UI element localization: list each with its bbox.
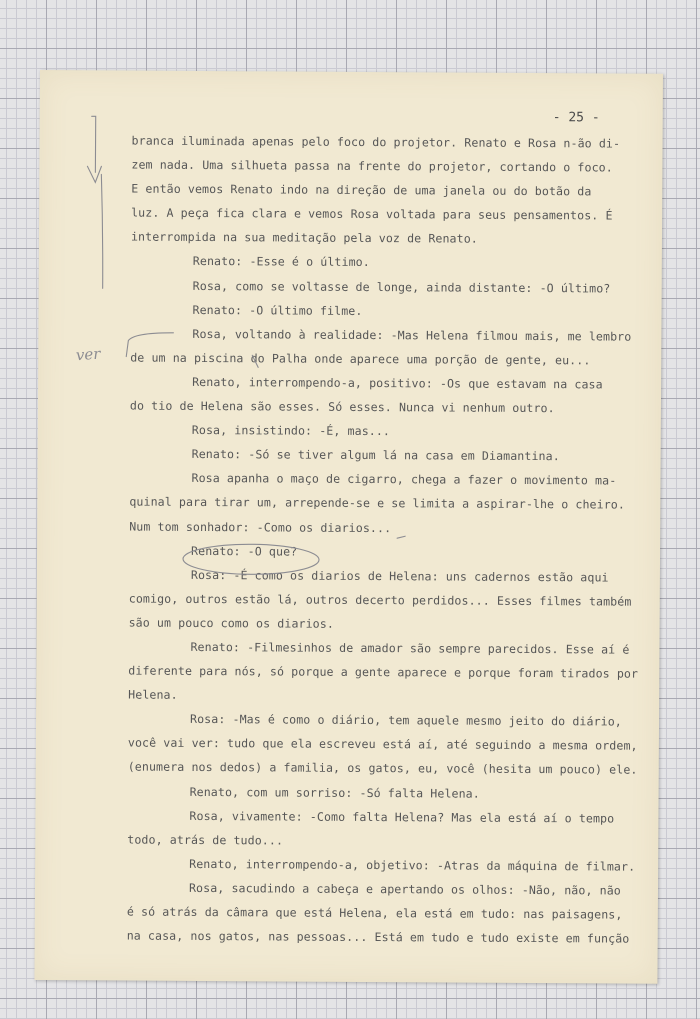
text-line: Rosa, insistindo: -É, mas... xyxy=(191,423,391,439)
text-line: interrompida na sua meditação pela voz de Renato. xyxy=(130,229,478,247)
typed-text-body xyxy=(127,129,662,951)
text-line: Renato: -O que? xyxy=(191,543,298,559)
text-line: Rosa: -É como os diarios de Helena: uns cadernos estão aqui xyxy=(190,567,609,585)
text-line: Rosa, voltando à realidade: -Mas Helena filmou mais, me lembro xyxy=(192,326,632,344)
margin-bracket-line-icon xyxy=(101,174,104,288)
text-line: E então vemos Renato indo na direção de uma janela ou do botão da xyxy=(131,181,592,199)
text-line: diferente para nós, só porque a gente aparece e porque foram tirados por xyxy=(128,663,639,681)
margin-note: ver xyxy=(75,344,101,365)
text-line: Renato, interrompendo-a, objetivo: -Atras da máquina de filmar. xyxy=(189,856,636,874)
text-line: (enumera nos dedos) a familia, os gatos, eu, você (hesita um pouco) ele. xyxy=(127,759,638,778)
text-line: Helena. xyxy=(128,687,178,703)
text-line: na casa, nos gatos, nas pessoas... Está em tudo e tudo existe em função xyxy=(126,928,630,946)
text-line: Renato, interrompendo-a, positivo: -Os que estavam na casa xyxy=(192,374,603,392)
text-line: Rosa, sacudindo a cabeça e apertando os olhos: -Não, não, não xyxy=(188,880,621,898)
text-line: de um na piscina do Palha onde aparece uma porção de gente, eu... xyxy=(130,350,591,368)
page-number: - 25 - xyxy=(552,110,600,126)
text-line: luz. A peça fica clara e vemos Rosa voltada para seus pensamentos. É xyxy=(131,205,613,223)
margin-arrow-head-icon xyxy=(87,166,101,182)
text-line: são um pouco como os diarios. xyxy=(128,615,334,631)
text-line: zem nada. Uma silhueta passa na frente do projetor, cortando o foco. xyxy=(131,157,613,175)
margin-arrow-shaft-icon xyxy=(91,116,95,172)
text-line: comigo, outros estão lá, outros decerto perdidos... Esses filmes também xyxy=(128,591,632,609)
text-line: Num tom sonhador: -Como os diarios... xyxy=(129,519,392,535)
text-line: Renato: -Esse é o último. xyxy=(192,254,370,270)
text-line: branca iluminada apenas pelo foco do projetor. Renato e Rosa n-ão di- xyxy=(131,133,621,151)
text-line: Renato, com um sorriso: -Só falta Helena. xyxy=(189,784,480,801)
text-line: Rosa apanha o maço de cigarro, chega a fazer o movimento ma- xyxy=(191,471,617,488)
text-line: Renato: -O último filme. xyxy=(192,302,363,318)
text-line: do tio de Helena são esses. Só esses. Nunca vi nenhum outro. xyxy=(129,398,555,416)
text-line: Rosa, como se voltasse de longe, ainda distante: -O último? xyxy=(192,278,611,296)
text-line: Renato: -Só se tiver algum lá na casa em Diamantina. xyxy=(191,447,560,464)
text-line: todo, atrás de tudo... xyxy=(127,832,284,848)
text-line: você vai ver: tudo que ela escreveu está aí, até seguindo a mesma ordem, xyxy=(127,735,638,754)
text-line: quinal para tirar um, arrepende-se e se limita a aspirar-lhe o cheiro. xyxy=(129,494,626,512)
text-line: Renato: -Filmesinhos de amador são sempre parecidos. Esse aí é xyxy=(190,639,630,657)
text-line: Rosa, vivamente: -Como falta Helena? Mas ela está aí o tempo xyxy=(189,808,615,826)
text-line: Rosa: -Mas é como o diário, tem aquele mesmo jeito do diário, xyxy=(189,712,622,729)
typescript-page xyxy=(34,70,663,984)
text-line: é só atrás da câmara que está Helena, ela está em tudo: nas paisagens, xyxy=(126,904,623,922)
